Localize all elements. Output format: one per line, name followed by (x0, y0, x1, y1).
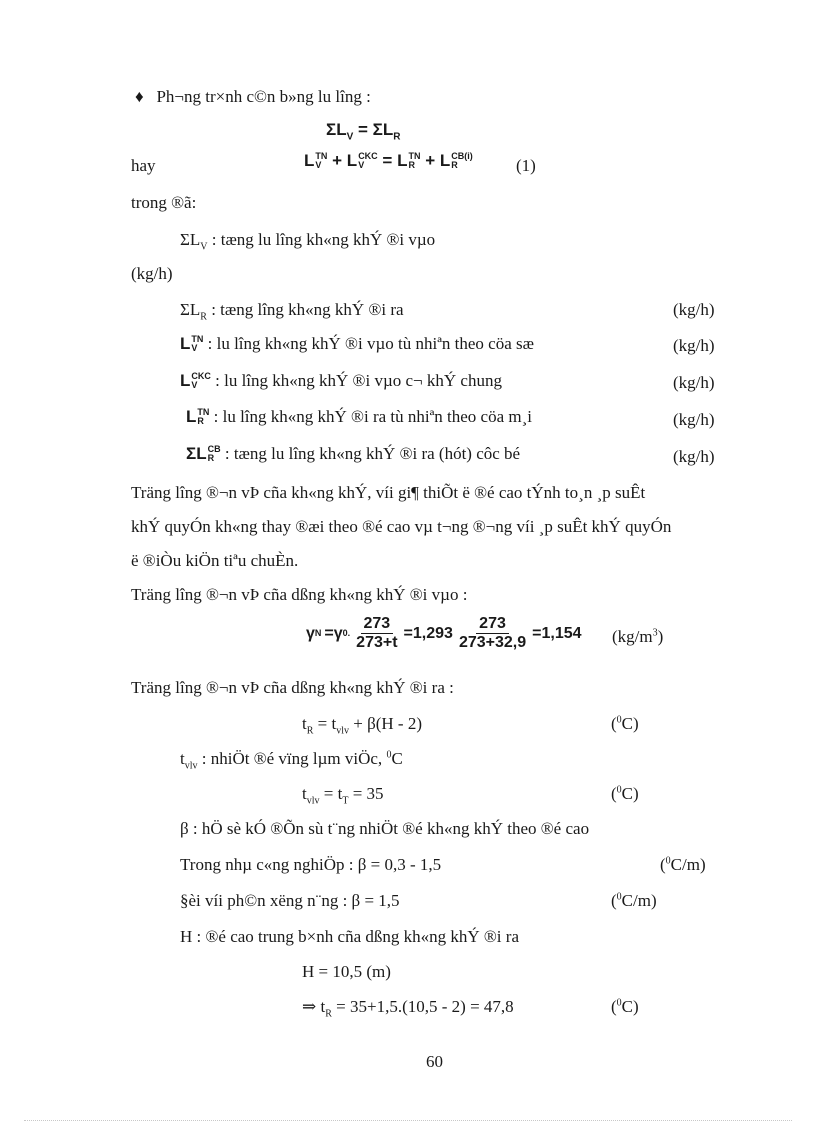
unit: (kg/h) (673, 410, 715, 429)
h-value: H = 10,5 (m) (302, 962, 391, 981)
equation-balance (326, 121, 401, 142)
equation-tvlv (302, 785, 384, 806)
sup-ckc: CKC (358, 151, 378, 161)
sub: vlv (336, 725, 349, 737)
exponent: 0 (616, 784, 622, 796)
sub-v: V (315, 160, 322, 170)
gamma-symbol: γ (306, 624, 315, 642)
paragraph-line: Träng lîng ®¬n vÞ cña dßng kh«ng khÝ ®i ra : (131, 678, 454, 697)
def-text: : nhiÖt ®é vïng lµm viÖc, (197, 749, 387, 768)
sup-cbi: CB(i) (451, 151, 473, 161)
sum-lv-symbol: ΣL (180, 230, 201, 249)
equation-number: (1) (516, 156, 536, 175)
unit-text: C) (621, 784, 639, 803)
unit-text: ( (611, 714, 617, 733)
def-l-tn-r (186, 408, 532, 426)
exponent: 0 (665, 855, 671, 867)
symbol: t (302, 784, 307, 803)
symbol: t (302, 714, 307, 733)
def-l-ckc-v (180, 372, 502, 390)
def-l-tn-v (180, 335, 534, 353)
sub: R (325, 1008, 332, 1020)
sub-r: R (393, 131, 401, 143)
sup-tn: TN (315, 151, 328, 161)
sub-r: R (207, 453, 215, 463)
sub-v: V (346, 131, 354, 143)
numerator: 273 (476, 616, 509, 634)
exponent: 0 (616, 714, 622, 726)
paragraph-line: Träng lîng ®¬n vÞ cña kh«ng khÝ, víi gi¶ thiÕt ë ®é cao tÝnh to¸n ¸p suÊt (131, 483, 646, 502)
unit: (kg/h) (673, 447, 715, 466)
equals-sign: = (382, 151, 393, 170)
def-text: : tæng lîng kh«ng khÝ ®i ra (211, 300, 404, 319)
expression: = 35+1,5.(10,5 - 2) = 47,8 (331, 997, 514, 1016)
coefficient: =1,293 (403, 624, 453, 642)
implies-arrow-icon: ⇒ (302, 997, 317, 1016)
term-l: L (180, 371, 191, 390)
h-definition: H : ®é cao trung b×nh cña dßng kh«ng khÝ ®i ra (180, 927, 519, 946)
unit-text: C) (621, 997, 639, 1016)
unit-text: ( (611, 891, 617, 910)
hay-label: hay (131, 156, 156, 175)
unit-text: C/m) (670, 855, 706, 874)
unit-text: ( (660, 855, 666, 874)
sub-r: R (408, 160, 415, 170)
sub-v: V (200, 241, 208, 253)
sup-tn: TN (191, 334, 204, 344)
term-l: L (304, 151, 315, 170)
unit (660, 856, 706, 873)
paragraph-line: Träng lîng ®¬n vÞ cña dßng kh«ng khÝ ®i vµo : (131, 585, 468, 604)
trong-do-label: trong ®ã: (131, 193, 197, 212)
unit-text: C) (621, 714, 639, 733)
gamma-symbol: γ (333, 624, 343, 642)
exponent: 3 (652, 627, 658, 639)
sup-tn: TN (408, 151, 421, 161)
unit: (kg/h) (673, 336, 715, 355)
heading-text: Ph¬ng tr×nh c©n b»ng lu lîng : (156, 87, 371, 106)
term-l: L (439, 151, 451, 170)
exponent: 0 (616, 997, 622, 1009)
unit-text: ( (611, 784, 617, 803)
sub-v: V (191, 343, 198, 353)
def-sum-lv-unit: (kg/h) (131, 264, 173, 283)
term-l: L (346, 151, 358, 170)
beta-workshop: §èi víi ph©n xëng n¨ng : β = 1,5 (180, 891, 400, 910)
exponent: 0 (386, 749, 392, 761)
unit-text: C (391, 749, 403, 768)
sum-lr-symbol: ΣL (372, 120, 394, 139)
fraction-2 (456, 616, 529, 651)
unit-text: (kg/m (612, 627, 653, 646)
symbol: = t (313, 714, 337, 733)
sub-r: R (200, 311, 207, 323)
numerator: 273 (361, 616, 394, 634)
beta-industrial: Trong nhµ c«ng nghiÖp : β = 0,3 - 1,5 (180, 855, 442, 874)
sub: vlv (184, 760, 198, 772)
unit (611, 785, 639, 802)
exponent: 0 (616, 891, 622, 903)
sum-lv-symbol: ΣL (326, 120, 347, 139)
section-heading (135, 88, 371, 105)
expression: + β(H - 2) (349, 714, 422, 733)
page-number: 60 (426, 1052, 443, 1071)
sub: T (342, 795, 349, 807)
paragraph-line: khÝ quyÓn kh«ng thay ®æi theo ®é cao vµ t¬ng ®¬ng víi ¸p suÊt khÝ quyÓn (131, 517, 672, 536)
equals-sign: = (358, 120, 368, 139)
expression: = 35 (348, 784, 384, 803)
plus-sign: + (425, 151, 436, 170)
sub-0: 0. (342, 628, 351, 638)
diamond-bullet-icon: ♦ (135, 87, 144, 106)
term-l: L (180, 334, 191, 353)
sub-r: R (197, 416, 204, 426)
unit: (kg/h) (673, 373, 715, 392)
def-sum-lv (180, 231, 435, 252)
symbol: = t (319, 784, 343, 803)
sub-n: N (314, 628, 322, 638)
equals-sign: = (324, 624, 334, 642)
result-tr (302, 998, 514, 1019)
denominator: 273+t (356, 634, 398, 651)
equation-gamma (306, 616, 582, 651)
equation-1 (304, 152, 473, 170)
def-sum-l-cb-r (186, 445, 520, 463)
sub-v: V (191, 380, 198, 390)
term-sum-l: ΣL (186, 444, 207, 463)
result: =1,154 (532, 624, 582, 642)
beta-definition: β : hÖ sè kÓ ®Õn sù t¨ng nhiÖt ®é kh«ng khÝ theo ®é cao (180, 819, 590, 838)
unit (611, 892, 657, 909)
plus-sign: + (332, 151, 343, 170)
symbol: t (180, 749, 185, 768)
term-l: L (397, 151, 408, 170)
fraction-1 (353, 616, 400, 651)
sub: vlv (306, 795, 320, 807)
unit-text: C/m) (621, 891, 657, 910)
gamma-unit (612, 628, 663, 645)
unit-text: ( (611, 997, 617, 1016)
unit-text: ) (657, 627, 664, 646)
sum-lr-symbol: ΣL (180, 300, 201, 319)
def-text: : lu lîng kh«ng khÝ ®i ra tù nhiªn theo cöa m¸i (213, 407, 533, 426)
sup-ckc: CKC (191, 371, 211, 381)
sup-tn: TN (197, 407, 210, 417)
equation-tr (302, 715, 422, 736)
def-sum-lr (180, 301, 404, 322)
sub: R (306, 725, 314, 737)
def-text: : lu lîng kh«ng khÝ ®i vµo c¬ khÝ chung (215, 371, 502, 390)
footer-divider (24, 1120, 792, 1121)
unit (611, 715, 639, 732)
term-l: L (186, 407, 197, 426)
def-text: : tæng lu lîng kh«ng khÝ ®i vµo (211, 230, 436, 249)
def-tvlv (180, 750, 403, 771)
unit: (kg/h) (673, 300, 715, 319)
paragraph-line: ë ®iÒu kiÖn tiªu chuÈn. (131, 551, 299, 570)
unit (611, 998, 639, 1015)
sub-v: V (358, 160, 365, 170)
sup-cb: CB (207, 444, 221, 454)
denominator: 273+32,9 (458, 634, 527, 651)
def-text: : tæng lu lîng kh«ng khÝ ®i ra (hót) côc bé (224, 444, 521, 463)
symbol: t (316, 997, 326, 1016)
def-text: : lu lîng kh«ng khÝ ®i vµo tù nhiªn theo cöa sæ (207, 334, 534, 353)
sub-r: R (451, 160, 458, 170)
